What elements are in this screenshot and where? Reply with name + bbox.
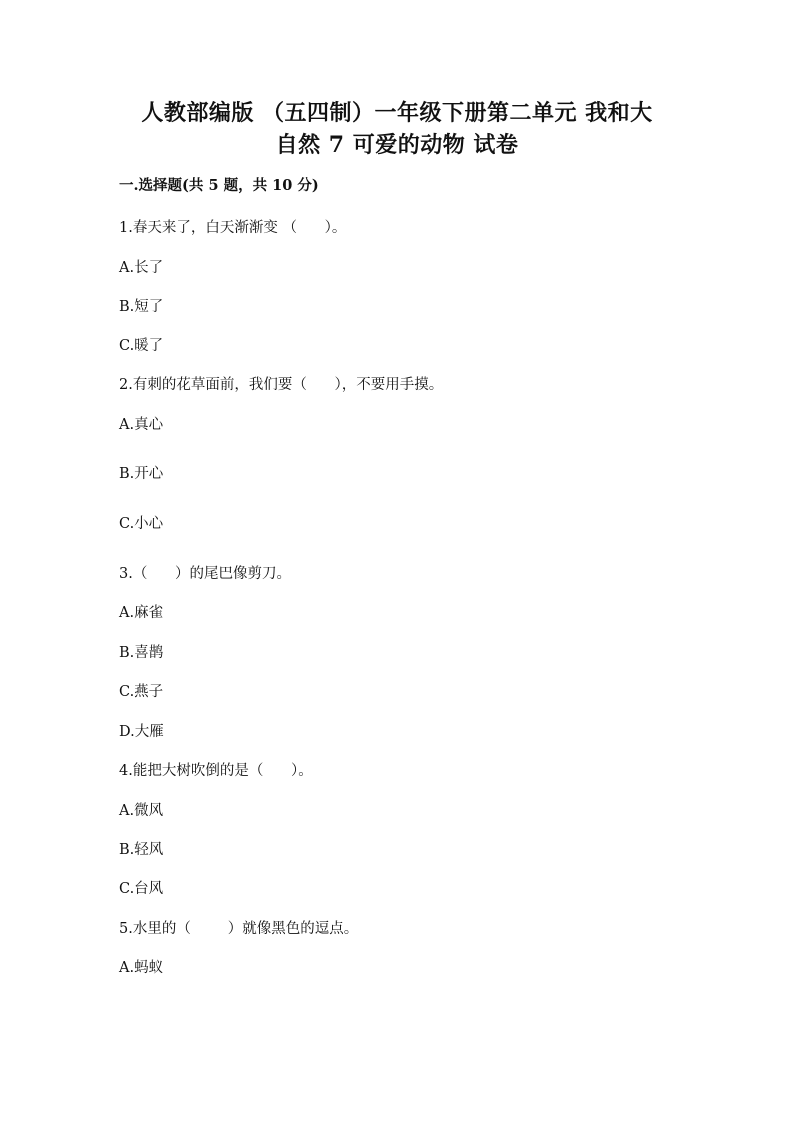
question-4-option-b: B.轻风 [119, 842, 164, 858]
question-2-option-b: B.开心 [119, 466, 164, 482]
question-1-option-b: B.短了 [119, 299, 164, 315]
question-2-stem: 2.有刺的花草面前，我们要（ ），不要用手摸。 [119, 377, 444, 393]
question-1-option-c: C.暖了 [119, 338, 164, 354]
question-5-stem: 5.水里的（ ）就像黑色的逗点。 [119, 921, 359, 937]
question-4-option-a: A.微风 [119, 803, 164, 819]
question-3-option-a: A.麻雀 [119, 605, 164, 621]
question-5-option-a: A.蚂蚁 [119, 960, 164, 976]
question-2-option-a: A.真心 [119, 417, 164, 433]
question-3-option-c: C.燕子 [119, 684, 164, 700]
page-title-line-1: 人教部编版 （五四制）一年级下册第二单元 我和大 [141, 100, 653, 126]
question-2-option-c: C.小心 [119, 516, 164, 532]
question-4-stem: 4.能把大树吹倒的是（ ）。 [119, 763, 313, 779]
question-3-option-d: D.大雁 [119, 724, 164, 740]
section-header: 一.选择题(共 5 题，共 10 分) [119, 177, 319, 194]
question-1-option-a: A.长了 [119, 260, 164, 276]
question-3-option-b: B.喜鹊 [119, 645, 164, 661]
question-4-option-c: C.台风 [119, 881, 164, 897]
question-1-stem: 1.春天来了，白天渐渐变 （ ）。 [119, 220, 347, 236]
page-title-line-2: 自然 7 可爱的动物 试卷 [275, 132, 519, 158]
question-3-stem: 3.（ ）的尾巴像剪刀。 [119, 566, 291, 582]
